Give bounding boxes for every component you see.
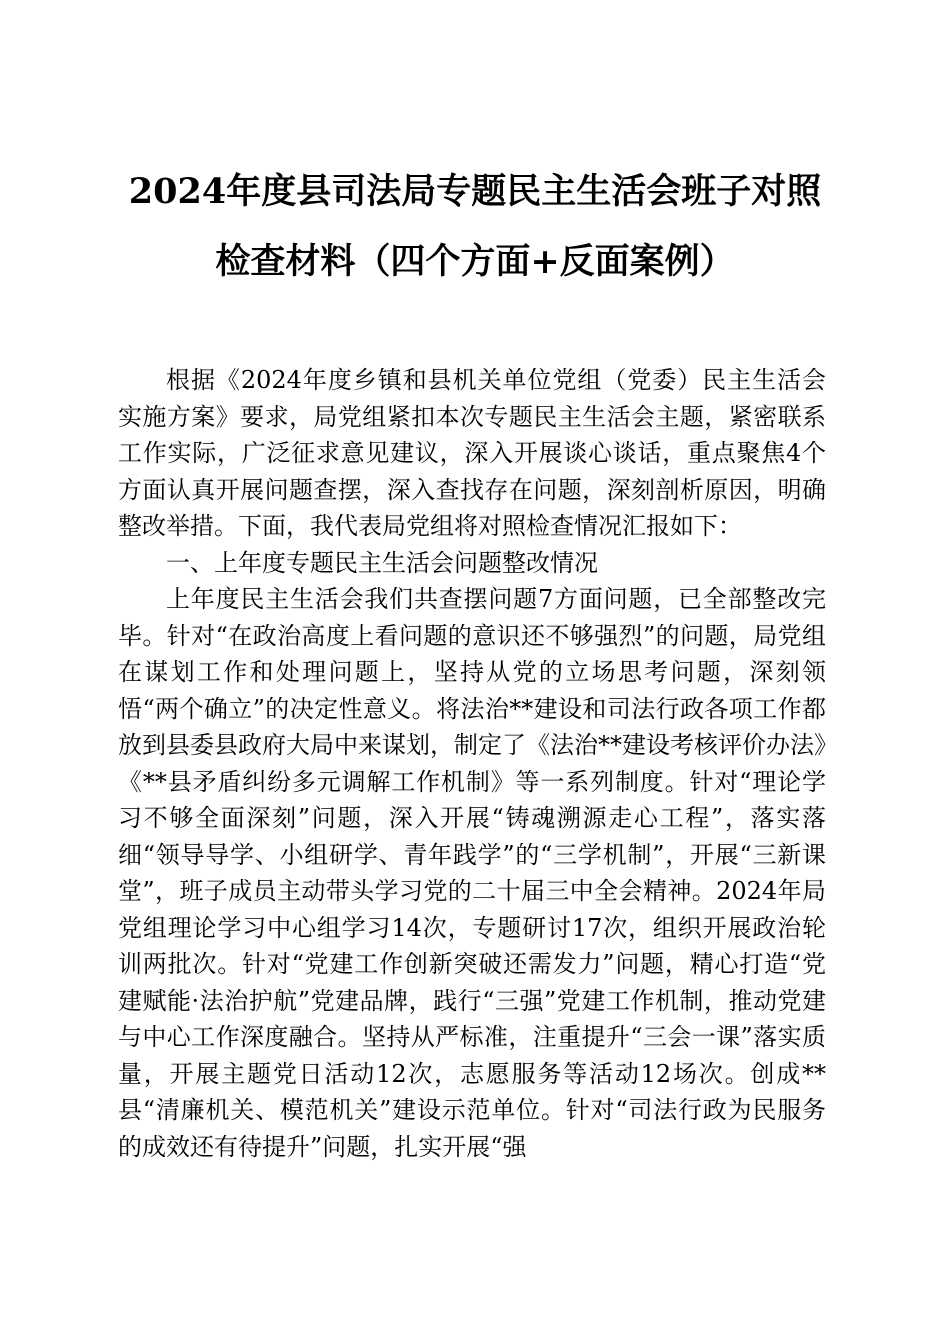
document-title-line-1: 2024年度县司法局专题民主生活会班子对照 [128, 171, 822, 212]
document-title-line-2: 检查材料（四个方面+反面案例） [215, 241, 735, 282]
section-1-paragraph: 上年度民主生活会我们共查摆问题7方面问题，已全部整改完毕。针对“在政治高度上看问题的意识还不够强烈”的问题，局党组在谋划工作和处理问题上，坚持从党的立场思考问题，深刻领悟“两个确立”的决定性意义。将法治**建设和司法行政各项工作都放到县委县政府大局中来谋划，制定了《法治**建设考核评价办法》《**县矛盾纠纷多元调解工作机制》等一系列制度。针对“理论学习不够全面深刻”问题，深入开展“铸魂溯源走心工程”，落实落细“领导导学、小组研学、青年践学”的“三学机制”，开展“三新课堂”，班子成员主动带头学习党的二十届三中全会精神。2024年局党组理论学习中心组学习14次，专题研讨17次，组织开展政治轮训两批次。针对“党建工作创新突破还需发力”问题，精心打造“党建赋能·法治护航”党建品牌，践行“三强”党建工作机制，推动党建与中心工作深度融合。坚持从严标准，注重提升“三会一课”落实质量，开展主题党日活动12次，志愿服务等活动12场次。创成**县“清廉机关、模范机关”建设示范单位。针对“司法行政为民服务的成效还有待提升”问题，扎实开展“强 [118, 585, 826, 1161]
section-1-heading: 一、上年度专题民主生活会问题整改情况 [166, 548, 598, 577]
intro-paragraph: 根据《2024年度乡镇和县机关单位党组（党委）民主生活会实施方案》要求，局党组紧扣本次专题民主生活会主题，紧密联系工作实际，广泛征求意见建议，深入开展谈心谈话，重点聚焦4个方面认真开展问题查摆，深入查找存在问题，深刻剖析原因，明确整改举措。下面，我代表局党组将对照检查情况汇报如下： [118, 366, 826, 540]
document-body [118, 362, 826, 1165]
